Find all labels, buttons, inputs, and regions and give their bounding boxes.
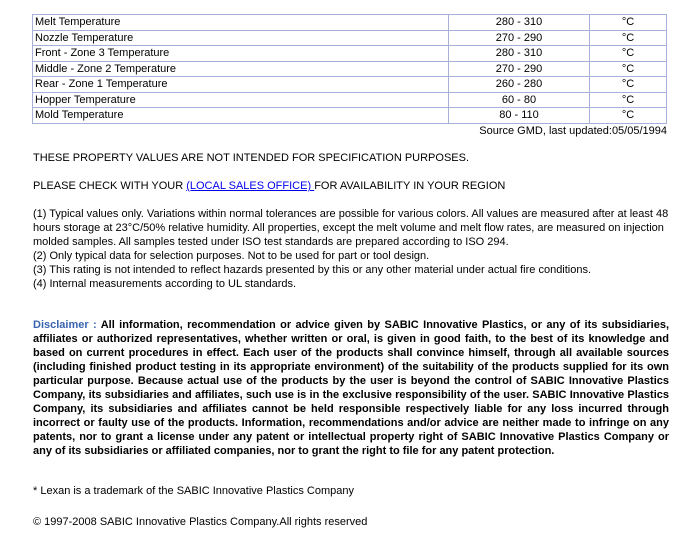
property-value: 270 - 290 [449,61,590,77]
footnote: (3) This rating is not intended to reflect hazards presented by this or any other material under actual fire conditions. [33,264,592,276]
copyright: © 1997-2008 SABIC Innovative Plastics Company.All rights reserved [33,516,368,528]
availability-notice [33,180,505,192]
specification-notice: THESE PROPERTY VALUES ARE NOT INTENDED FOR SPECIFICATION PURPOSES. [33,152,470,164]
footnote: (1) Typical values only. Variations within normal tolerances are possible for various colors. All values are measured after at least 48 hours storage at 23°C/50% relative humidity. All properties, except the melt volume and melt flow rates, are measured on injection molded samples. All samples tested under ISO test standards are prepared according to ISO 294. [33,208,669,248]
property-name: Rear - Zone 1 Temperature [33,77,449,93]
table-row [33,61,667,77]
property-name: Middle - Zone 2 Temperature [33,61,449,77]
property-value: 80 - 110 [449,108,590,124]
property-name: Hopper Temperature [33,92,449,108]
property-name: Mold Temperature [33,108,449,124]
footnotes [33,207,673,291]
property-value: 280 - 310 [449,46,590,62]
availability-text-before: PLEASE CHECK WITH YOUR [33,180,187,192]
property-unit: °C [590,30,667,46]
property-unit: °C [590,108,667,124]
footnote: (4) Internal measurements according to UL standards. [33,278,297,290]
property-unit: °C [590,46,667,62]
table-row [33,30,667,46]
property-value: 260 - 280 [449,77,590,93]
property-unit: °C [590,61,667,77]
disclaimer [33,318,669,458]
property-unit: °C [590,15,667,31]
property-value: 270 - 290 [449,30,590,46]
availability-text-after: FOR AVAILABILITY IN YOUR REGION [314,180,506,192]
property-unit: °C [590,77,667,93]
table-row [33,92,667,108]
property-name: Nozzle Temperature [33,30,449,46]
property-name: Front - Zone 3 Temperature [33,46,449,62]
property-value: 280 - 310 [449,15,590,31]
local-sales-office-link[interactable]: (LOCAL SALES OFFICE) [186,180,315,192]
table-row [33,15,667,31]
table-row [33,46,667,62]
footnote: (2) Only typical data for selection purposes. Not to be used for part or tool design. [33,250,430,262]
table-row [33,77,667,93]
property-unit: °C [590,92,667,108]
table-row [33,108,667,124]
disclaimer-text: All information, recommendation or advice given by SABIC Innovative Plastics, or any of its subsidiaries, affiliates or authorized representatives, whether written or oral, is given in good faith, to the best of its knowledge and based on current procedures in effect. Each user of the products shall convince himself, through all available sources (including finished product testing in its appropriate environment) of the suitability of the products supplied for its own particular purpose. Because actual use of the products by the user is beyond the control of SABIC Innovative Plastics Company, its subsidiaries and affiliates, such use is in the exclusive responsibility of the user. SABIC Innovative Plastics Company, its subsidiaries and affiliates cannot be held responsible respectively liable for any loss incurred through incorrect or faulty use of the products. Information, recommendations and/or advice are neither made to infringe on any patents, nor to grant a license under any patent or intellectual property right of SABIC Innovative Plastics Company or any of its subsidiaries or affiliated companies, nor to grant the right to file for any patent protection. [33,319,670,457]
processing-properties-table [32,14,667,124]
trademark-note: * Lexan is a trademark of the SABIC Innovative Plastics Company [33,485,354,497]
source-note: Source GMD, last updated:05/05/1994 [479,125,667,137]
property-name: Melt Temperature [33,15,449,31]
property-value: 60 - 80 [449,92,590,108]
disclaimer-label: Disclaimer : [33,319,101,331]
